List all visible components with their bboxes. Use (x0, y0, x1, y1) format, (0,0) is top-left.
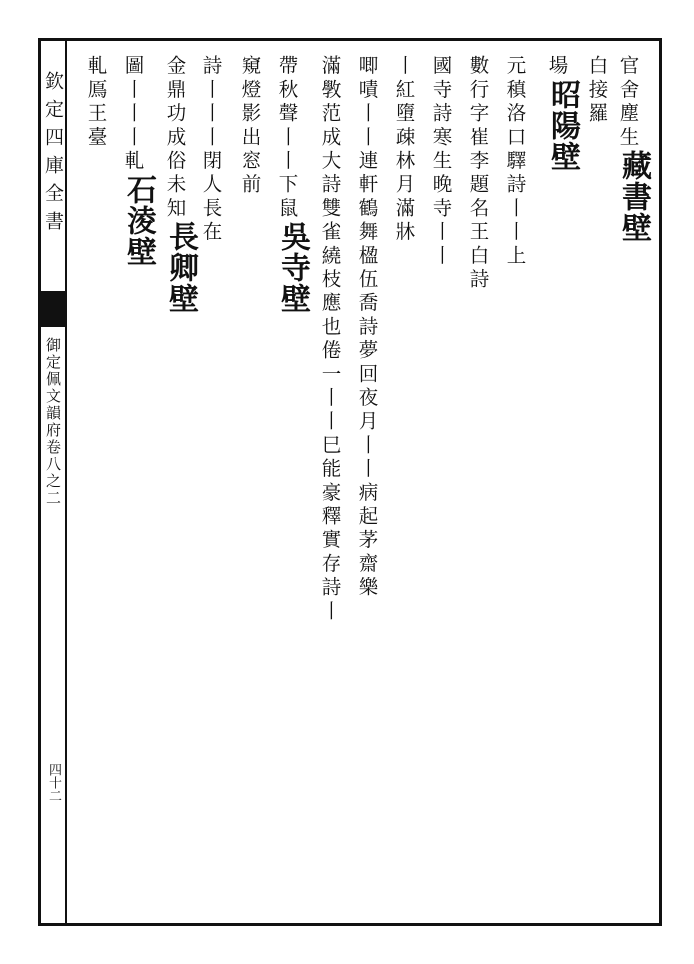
column-text: 詩丨丨丨閉人長在 (199, 55, 223, 245)
text-column (587, 55, 619, 126)
column-text: 滿斆范成大詩雙雀繞枝應也倦一丨丨巳能豪釋實存詩丨 (318, 55, 342, 624)
page-frame (38, 38, 662, 926)
text-column (357, 55, 389, 600)
text-column (468, 55, 500, 292)
heading-title: 藏書壁 (616, 149, 651, 243)
text-column (547, 55, 579, 172)
text-column (394, 55, 426, 245)
column-text: 白接羅 (585, 55, 609, 127)
text-column (165, 55, 197, 314)
text-column (320, 55, 352, 624)
book-title: 欽定四庫全書 (42, 71, 64, 239)
column-text: 數行字崔李題名王白詩 (466, 55, 490, 292)
column-text: 丨紅墮疎林月滿牀 (392, 55, 416, 245)
column-text: 場 (545, 55, 569, 79)
heading-title: 吳寺壁 (275, 220, 310, 314)
text-column (240, 55, 272, 197)
column-text: 帶秋聲丨丨下鼠 (275, 55, 299, 221)
heading-title: 昭陽壁 (545, 78, 580, 172)
column-text: 圖丨丨丨軋 (121, 55, 145, 174)
column-text: 唧嘖丨丨連軒鶴舞楹伍喬詩夢回夜月丨丨病起茅齋樂 (355, 55, 379, 601)
text-column (505, 55, 537, 268)
page-number: 四十二 (46, 763, 61, 802)
column-text: 窺燈影出窓前 (238, 55, 262, 198)
heading-title: 石淩壁 (121, 173, 156, 267)
column-text: 金鼎功成俗未知 (163, 55, 187, 221)
page-margin (41, 41, 67, 923)
text-column (123, 55, 155, 267)
volume-label: 御定佩文韻府卷八之二 (44, 337, 62, 507)
column-text: 軋鳫王臺 (84, 55, 108, 150)
fish-tail-block (41, 291, 65, 327)
text-column (201, 55, 233, 245)
text-column (431, 55, 463, 268)
heading-title: 長卿壁 (163, 220, 198, 314)
text-column (277, 55, 309, 314)
column-text: 元稹洛口驛詩丨丨上 (503, 55, 527, 269)
text-column (86, 55, 118, 150)
column-text: 國寺詩寒生晚寺丨丨 (429, 55, 453, 269)
column-text: 官舍塵生 (616, 55, 640, 150)
text-column (618, 55, 650, 243)
